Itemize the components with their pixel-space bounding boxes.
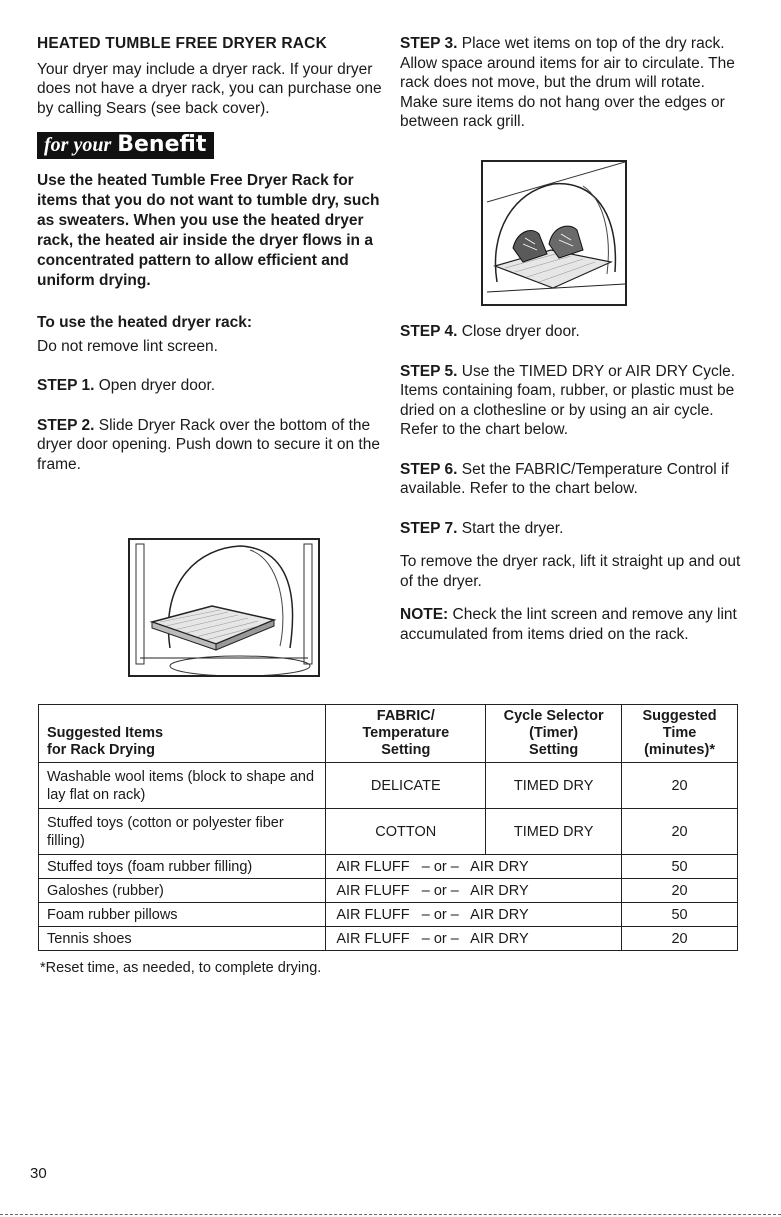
step-1 — [37, 376, 382, 396]
rack-install-drawing — [130, 540, 318, 675]
header-cycle-selector: Cycle Selector (Timer) Setting — [486, 705, 622, 763]
row-fabric: COTTON — [326, 809, 486, 855]
step-7-label: STEP 7. — [400, 519, 458, 537]
step-5 — [400, 362, 745, 440]
section-title: HEATED TUMBLE FREE DRYER RACK — [37, 35, 327, 52]
row-time: 20 — [622, 809, 738, 855]
intro-paragraph: Your dryer may include a dryer rack. If your dryer does not have a dryer rack, you can purchase one by calling Sears (see back cover). — [37, 60, 382, 117]
right-column-lower — [400, 322, 745, 644]
banner-big-text: Benefit — [117, 132, 207, 157]
row-fabric-or-cycle: AIR FLUFF – or – AIR DRY — [326, 903, 622, 927]
step-4-label: STEP 4. — [400, 323, 458, 340]
row-item: Washable wool items (block to shape and lay flat on rack) — [39, 763, 326, 809]
row-time: 20 — [622, 763, 738, 809]
banner-small-text: for your — [44, 134, 112, 156]
table-row — [39, 879, 738, 903]
row-item: Stuffed toys (foam rubber filling) — [39, 855, 326, 879]
row-fabric-or-cycle: AIR FLUFF – or – AIR DRY — [326, 879, 622, 903]
step-3 — [400, 34, 745, 132]
row-cycle: TIMED DRY — [486, 763, 622, 809]
usage-subheading: To use the heated dryer rack: — [37, 314, 253, 331]
row-time: 50 — [622, 855, 738, 879]
step-2 — [37, 416, 382, 475]
step-5-text: Use the TIMED DRY or AIR DRY Cycle. Items containing foam, rubber, or plastic must be dried on a clothesline or by using an air cycle. Refer to the chart below. — [400, 362, 736, 438]
step-1-label: STEP 1. — [37, 377, 95, 394]
step-6 — [400, 460, 745, 499]
table-row — [39, 855, 738, 879]
table-row — [39, 809, 738, 855]
header-suggested-time: Suggested Time (minutes)* — [622, 705, 738, 763]
table-row — [39, 903, 738, 927]
rack-install-illustration — [128, 538, 320, 677]
row-fabric-or-cycle: AIR FLUFF – or – AIR DRY — [326, 927, 622, 951]
header-suggested-items: Suggested Items for Rack Drying — [39, 705, 326, 763]
row-item: Stuffed toys (cotton or polyester fiber filling) — [39, 809, 326, 855]
row-fabric-or-cycle: AIR FLUFF – or – AIR DRY — [326, 855, 622, 879]
table-header-row — [39, 705, 738, 763]
step-6-label: STEP 6. — [400, 460, 458, 478]
step-7-text: Start the dryer. — [457, 519, 564, 537]
row-time: 20 — [622, 927, 738, 951]
page-number: 30 — [30, 1165, 47, 1182]
step-6-text: Set the FABRIC/Temperature Control if available. Refer to the chart below. — [400, 460, 729, 497]
rack-drying-table — [38, 704, 738, 951]
step-3-text: Place wet items on top of the dry rack. Allow space around items for air to circulate. The rack does not move, but the drum will rotate. Make sure items do not hang over the edges or between rack grill. — [400, 35, 735, 130]
step-4 — [400, 322, 745, 342]
row-time: 50 — [622, 903, 738, 927]
benefit-paragraph: Use the heated Tumble Free Dryer Rack for items that you do not want to tumble dry, such as sweaters. When you use the heated dryer rack, the heated air inside the dryer flows in a concentrated pattern to allow efficient and uniform drying. — [37, 172, 380, 289]
table-footnote: *Reset time, as needed, to complete drying. — [40, 960, 322, 976]
note-label: NOTE: — [400, 606, 449, 623]
row-item: Foam rubber pillows — [39, 903, 326, 927]
step-3-label: STEP 3. — [400, 35, 458, 52]
left-column — [37, 34, 382, 474]
shoes-on-rack-illustration — [481, 160, 627, 306]
right-column — [400, 34, 745, 132]
step-1-text: Open dryer door. — [94, 377, 216, 394]
page-bottom-rule — [0, 1214, 781, 1215]
step-5-label: STEP 5. — [400, 362, 458, 380]
row-fabric: DELICATE — [326, 763, 486, 809]
step-2-text: Slide Dryer Rack over the bottom of the dryer door opening. Push down to secure it on the frame. — [37, 416, 380, 473]
shoes-rack-drawing — [483, 162, 625, 304]
step-2-label: STEP 2. — [37, 416, 95, 434]
row-item: Galoshes (rubber) — [39, 879, 326, 903]
lint-note: Do not remove lint screen. — [37, 337, 218, 355]
note-paragraph — [400, 605, 745, 644]
table-row — [39, 927, 738, 951]
step-7 — [400, 519, 745, 539]
row-cycle: TIMED DRY — [486, 809, 622, 855]
for-your-benefit-banner — [37, 132, 214, 159]
row-item: Tennis shoes — [39, 927, 326, 951]
table-row — [39, 763, 738, 809]
remove-rack-paragraph: To remove the dryer rack, lift it straight up and out of the dryer. — [400, 553, 741, 590]
row-time: 20 — [622, 879, 738, 903]
header-fabric-temperature: FABRIC/ Temperature Setting — [326, 705, 486, 763]
note-text: Check the lint screen and remove any lint accumulated from items dried on the rack. — [400, 606, 737, 643]
step-4-text: Close dryer door. — [457, 323, 580, 340]
